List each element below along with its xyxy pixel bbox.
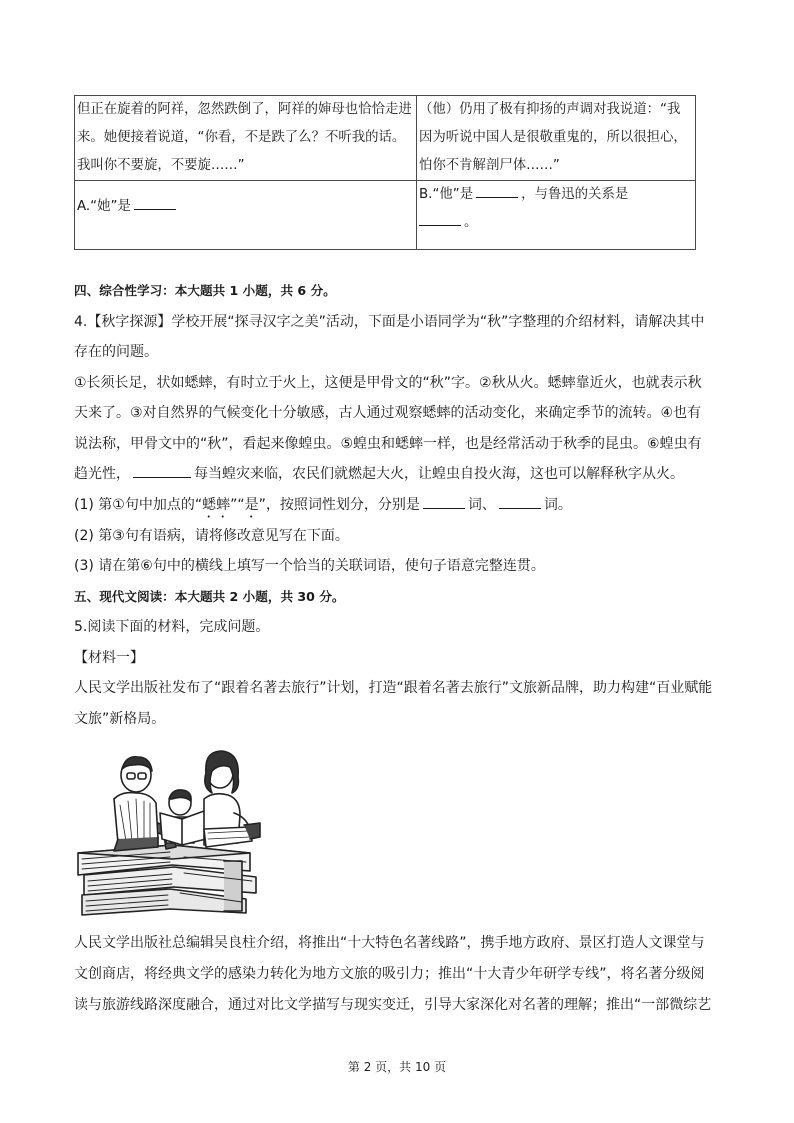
answer-b-mid: ，与鲁迅的关系是 bbox=[521, 187, 629, 202]
q4-sub1-text-c: ”，按照词性划分，分别是 bbox=[258, 496, 420, 513]
table-cell-right-answer bbox=[417, 181, 696, 250]
table-row bbox=[75, 181, 696, 250]
answer-a-prefix: A.“她”是 bbox=[77, 199, 131, 214]
material-1-paragraph-1: 人民文学出版社发布了“跟着名著去旅行”计划，打造“跟着名著去旅行”文旅新品牌，助力构建“百业赋能文旅”新格局。 bbox=[74, 680, 713, 727]
q4-sub1-blank-2[interactable] bbox=[499, 492, 541, 509]
answer-b-end: 。 bbox=[464, 215, 478, 230]
q4-sub1-dotted-word: 蟋蟀 bbox=[202, 496, 231, 513]
section-5-heading: 五、现代文阅读：本大题共 2 小题，共 30 分。 bbox=[74, 588, 345, 604]
page-footer bbox=[0, 1058, 794, 1075]
question-5-intro: 5.阅读下面的材料，完成问题。 bbox=[74, 619, 270, 635]
table-cell-left-answer bbox=[75, 181, 417, 250]
question-4-material bbox=[74, 368, 714, 490]
comparison-table bbox=[74, 95, 696, 250]
q4-sub1-text-e: 词。 bbox=[543, 496, 572, 513]
answer-b-blank-1[interactable] bbox=[476, 181, 518, 198]
right-excerpt-text: （他）仍用了极有抑扬的声调对我说道：“我因为听说中国人是很敬重鬼的，所以很担心，怕你不肯解剖尸体……” bbox=[419, 102, 687, 173]
q4-sub1-dotted-word-2: 是 bbox=[244, 496, 259, 513]
question-4-sub-2: (2) 第③句有语病，请将修改意见写在下面。 bbox=[74, 527, 349, 544]
q4-material-blank[interactable] bbox=[133, 461, 191, 478]
answer-b-blank-2[interactable] bbox=[419, 209, 461, 226]
question-content bbox=[74, 276, 714, 734]
page-number-label: 第 2 页，共 10 页 bbox=[347, 1060, 447, 1074]
question-4-sub-1 bbox=[74, 490, 714, 521]
table-row bbox=[75, 96, 696, 181]
material-1-label: 【材料一】 bbox=[74, 649, 144, 666]
material-1-continued bbox=[74, 928, 714, 1021]
q4-sub1-blank-1[interactable] bbox=[423, 492, 465, 509]
family-reading-on-books-illustration bbox=[74, 743, 264, 921]
q4-material-part-a: ①长须长足，状如蟋蟀，有时立于火上，这便是甲骨文的“秋”字。②秋从火。蟋蟀靠近火，也就表示秋天来了。③对自然界的气候变化十分敏感，古人通过观察蟋蟀的活动变化，来确定季节的流转。④也有说法称，甲骨文中的“秋”，看起来像蝗虫。⑤蝗虫和蟋蟀一样，也是经常活动于秋季的昆虫。⑥蝗虫有趋光性， bbox=[74, 374, 702, 482]
q4-sub1-text-d: 词、 bbox=[467, 496, 496, 513]
left-excerpt-text: 但正在旋着的阿祥，忽然跌倒了，阿祥的婶母也恰恰走进来。她便接着说道，“你看，不是跌了么？不听我的话。我叫你不要旋，不要旋……” bbox=[77, 102, 412, 173]
question-4-sub-3: (3) 请在第⑥句中的横线上填写一个恰当的关联词语，使句子语意完整连贯。 bbox=[74, 558, 545, 574]
answer-b-prefix: B.“他”是 bbox=[419, 187, 474, 202]
material-1-paragraph-2: 人民文学出版社总编辑吴良柱介绍，将推出“十大特色名著线路”，携手地方政府、景区打造人文课堂与文创商店，将经典文学的感染力转化为地方文旅的吸引力；推出“十大青少年研学专线”，将名著分级阅读与旅游线路深度融合，通过对比文学描写与现实变迁，引导大家深化对名著的理解；推出“一部微综艺 bbox=[74, 935, 712, 1013]
q4-material-part-b: 每当蝗灾来临，农民们就燃起大火，让蝗虫自投火海，这也可以解释秋字从火。 bbox=[194, 466, 684, 482]
question-4-intro: 4.【秋字探源】学校开展“探寻汉字之美”活动，下面是小语同学为“秋”字整理的介绍材料，请解决其中存在的问题。 bbox=[74, 313, 705, 360]
q4-sub1-text-a: (1) 第①句中加点的“ bbox=[74, 496, 203, 513]
table-cell-left-excerpt bbox=[75, 96, 417, 181]
section-4-heading: 四、综合性学习：本大题共 1 小题，共 6 分。 bbox=[74, 283, 336, 298]
answer-a-blank[interactable] bbox=[134, 193, 176, 210]
family-reading-illustration-svg bbox=[74, 743, 264, 921]
q4-sub1-text-b: ”“ bbox=[230, 496, 245, 513]
table-cell-right-excerpt bbox=[417, 96, 696, 181]
